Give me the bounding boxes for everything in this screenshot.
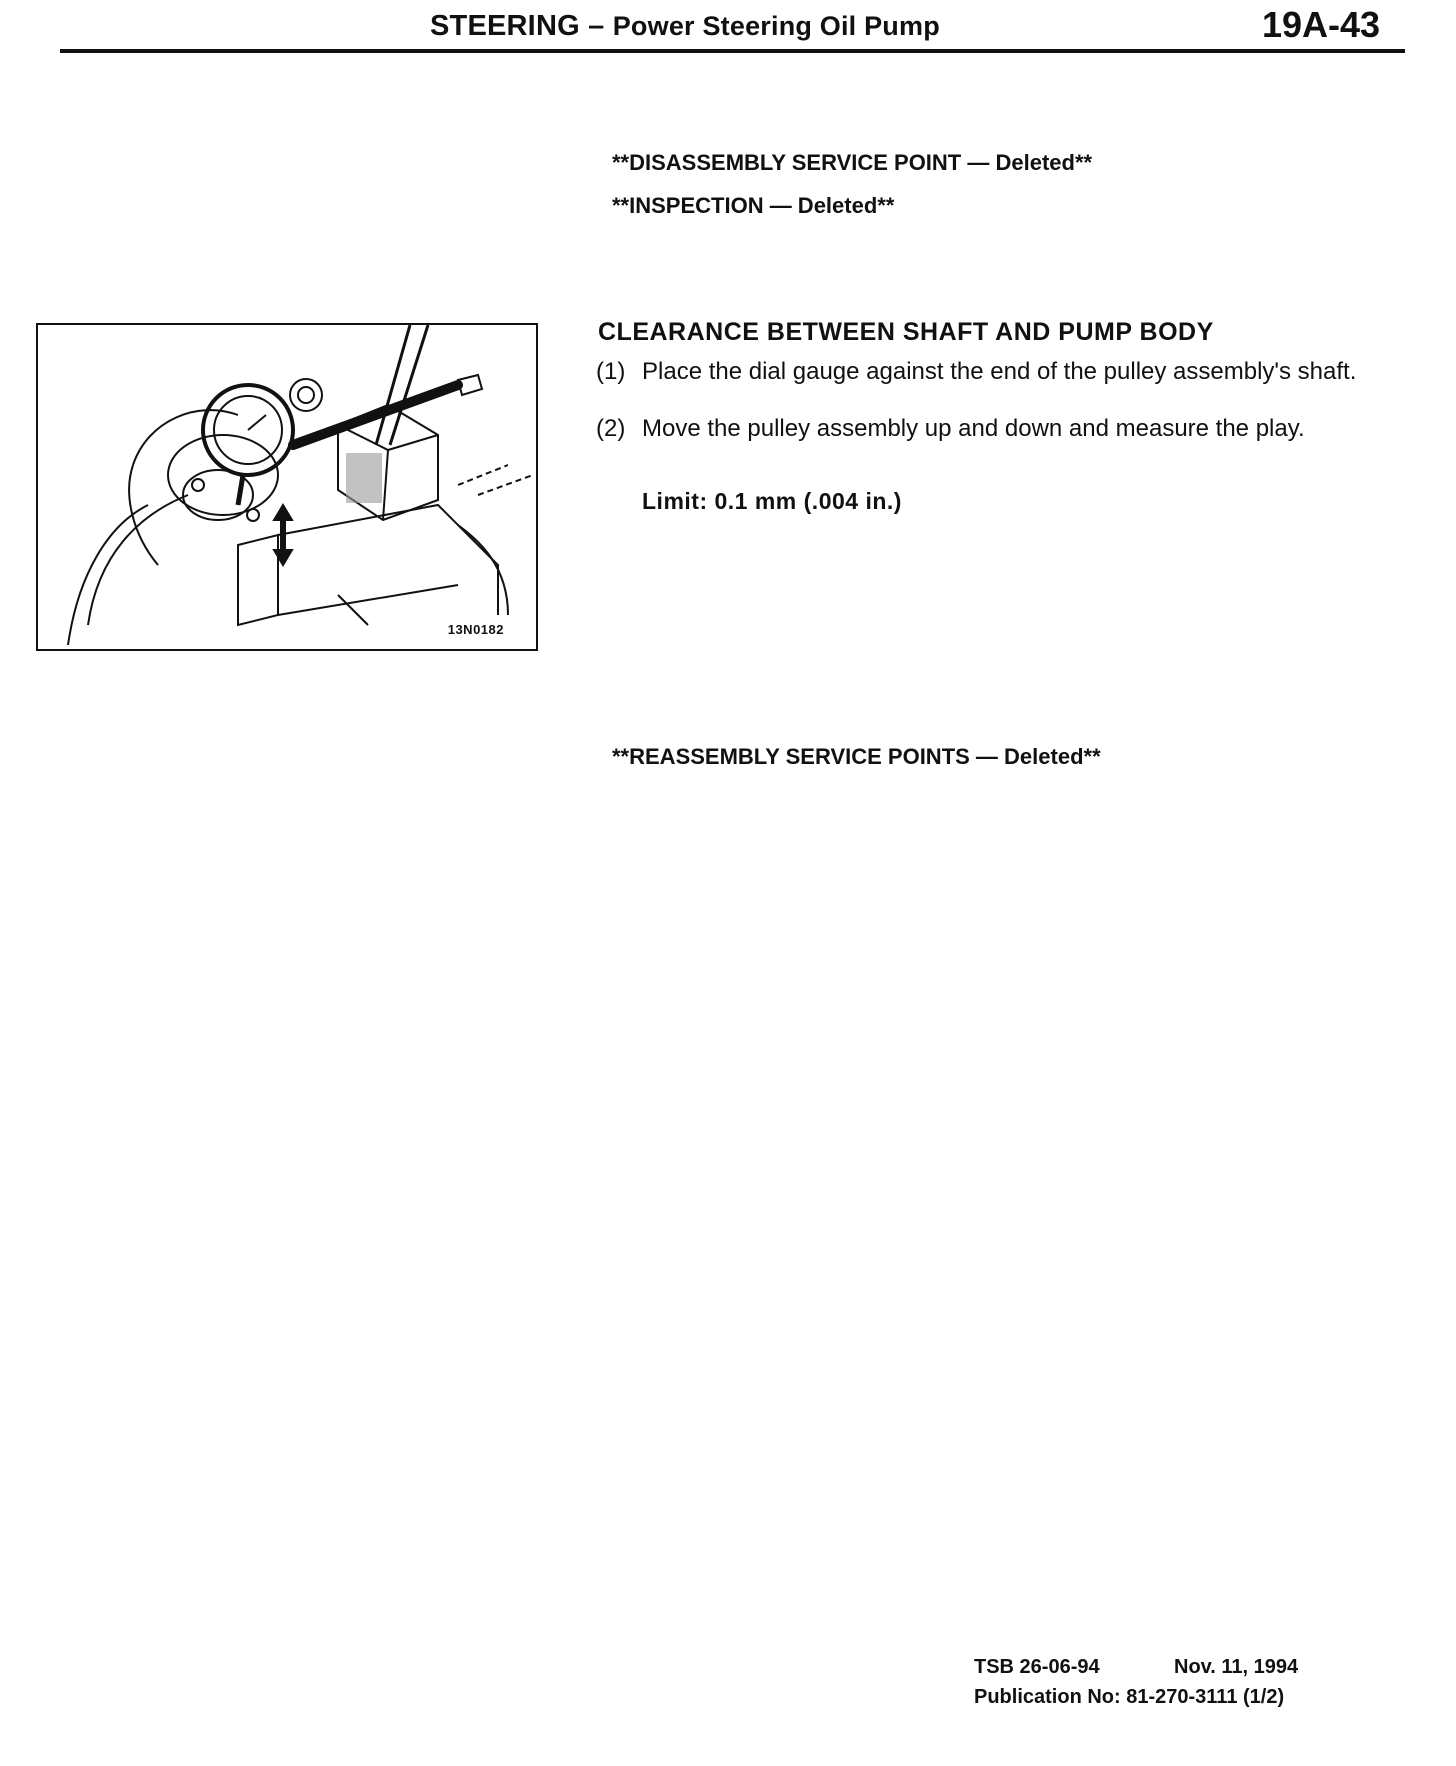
figure-dial-gauge	[36, 323, 538, 651]
footer-date: Nov. 11, 1994	[1174, 1656, 1299, 1678]
title-separator: –	[588, 10, 605, 42]
footer-publication: Publication No: 81-270-3111 (1/2)	[974, 1686, 1285, 1708]
step-2-text: Move the pulley assembly up and down and measure the play.	[642, 415, 1305, 442]
footer-tsb: TSB 26-06-94	[974, 1656, 1100, 1678]
step-2	[596, 415, 1374, 443]
step-1-text: Place the dial gauge against the end of the pulley assembly's shaft.	[642, 358, 1357, 385]
limit-value: Limit: 0.1 mm (.004 in.)	[642, 488, 902, 514]
clearance-heading: CLEARANCE BETWEEN SHAFT AND PUMP BODY	[598, 318, 1214, 346]
disassembly-deleted-note: **DISASSEMBLY SERVICE POINT — Deleted**	[612, 150, 1093, 175]
step-1	[596, 358, 1374, 386]
page-number: 19A-43	[1262, 4, 1381, 45]
reassembly-deleted-note: **REASSEMBLY SERVICE POINTS — Deleted**	[612, 744, 1101, 769]
section-name: STEERING	[430, 10, 580, 42]
step-1-number: (1)	[596, 358, 626, 385]
subsection-name: Power Steering Oil Pump	[612, 11, 940, 41]
step-2-number: (2)	[596, 415, 626, 442]
dial-gauge-illustration-icon	[38, 325, 536, 649]
figure-code: 13N0182	[447, 622, 504, 637]
header-rule	[60, 49, 1405, 53]
page-title	[430, 10, 940, 43]
inspection-deleted-note: **INSPECTION — Deleted**	[612, 193, 895, 218]
